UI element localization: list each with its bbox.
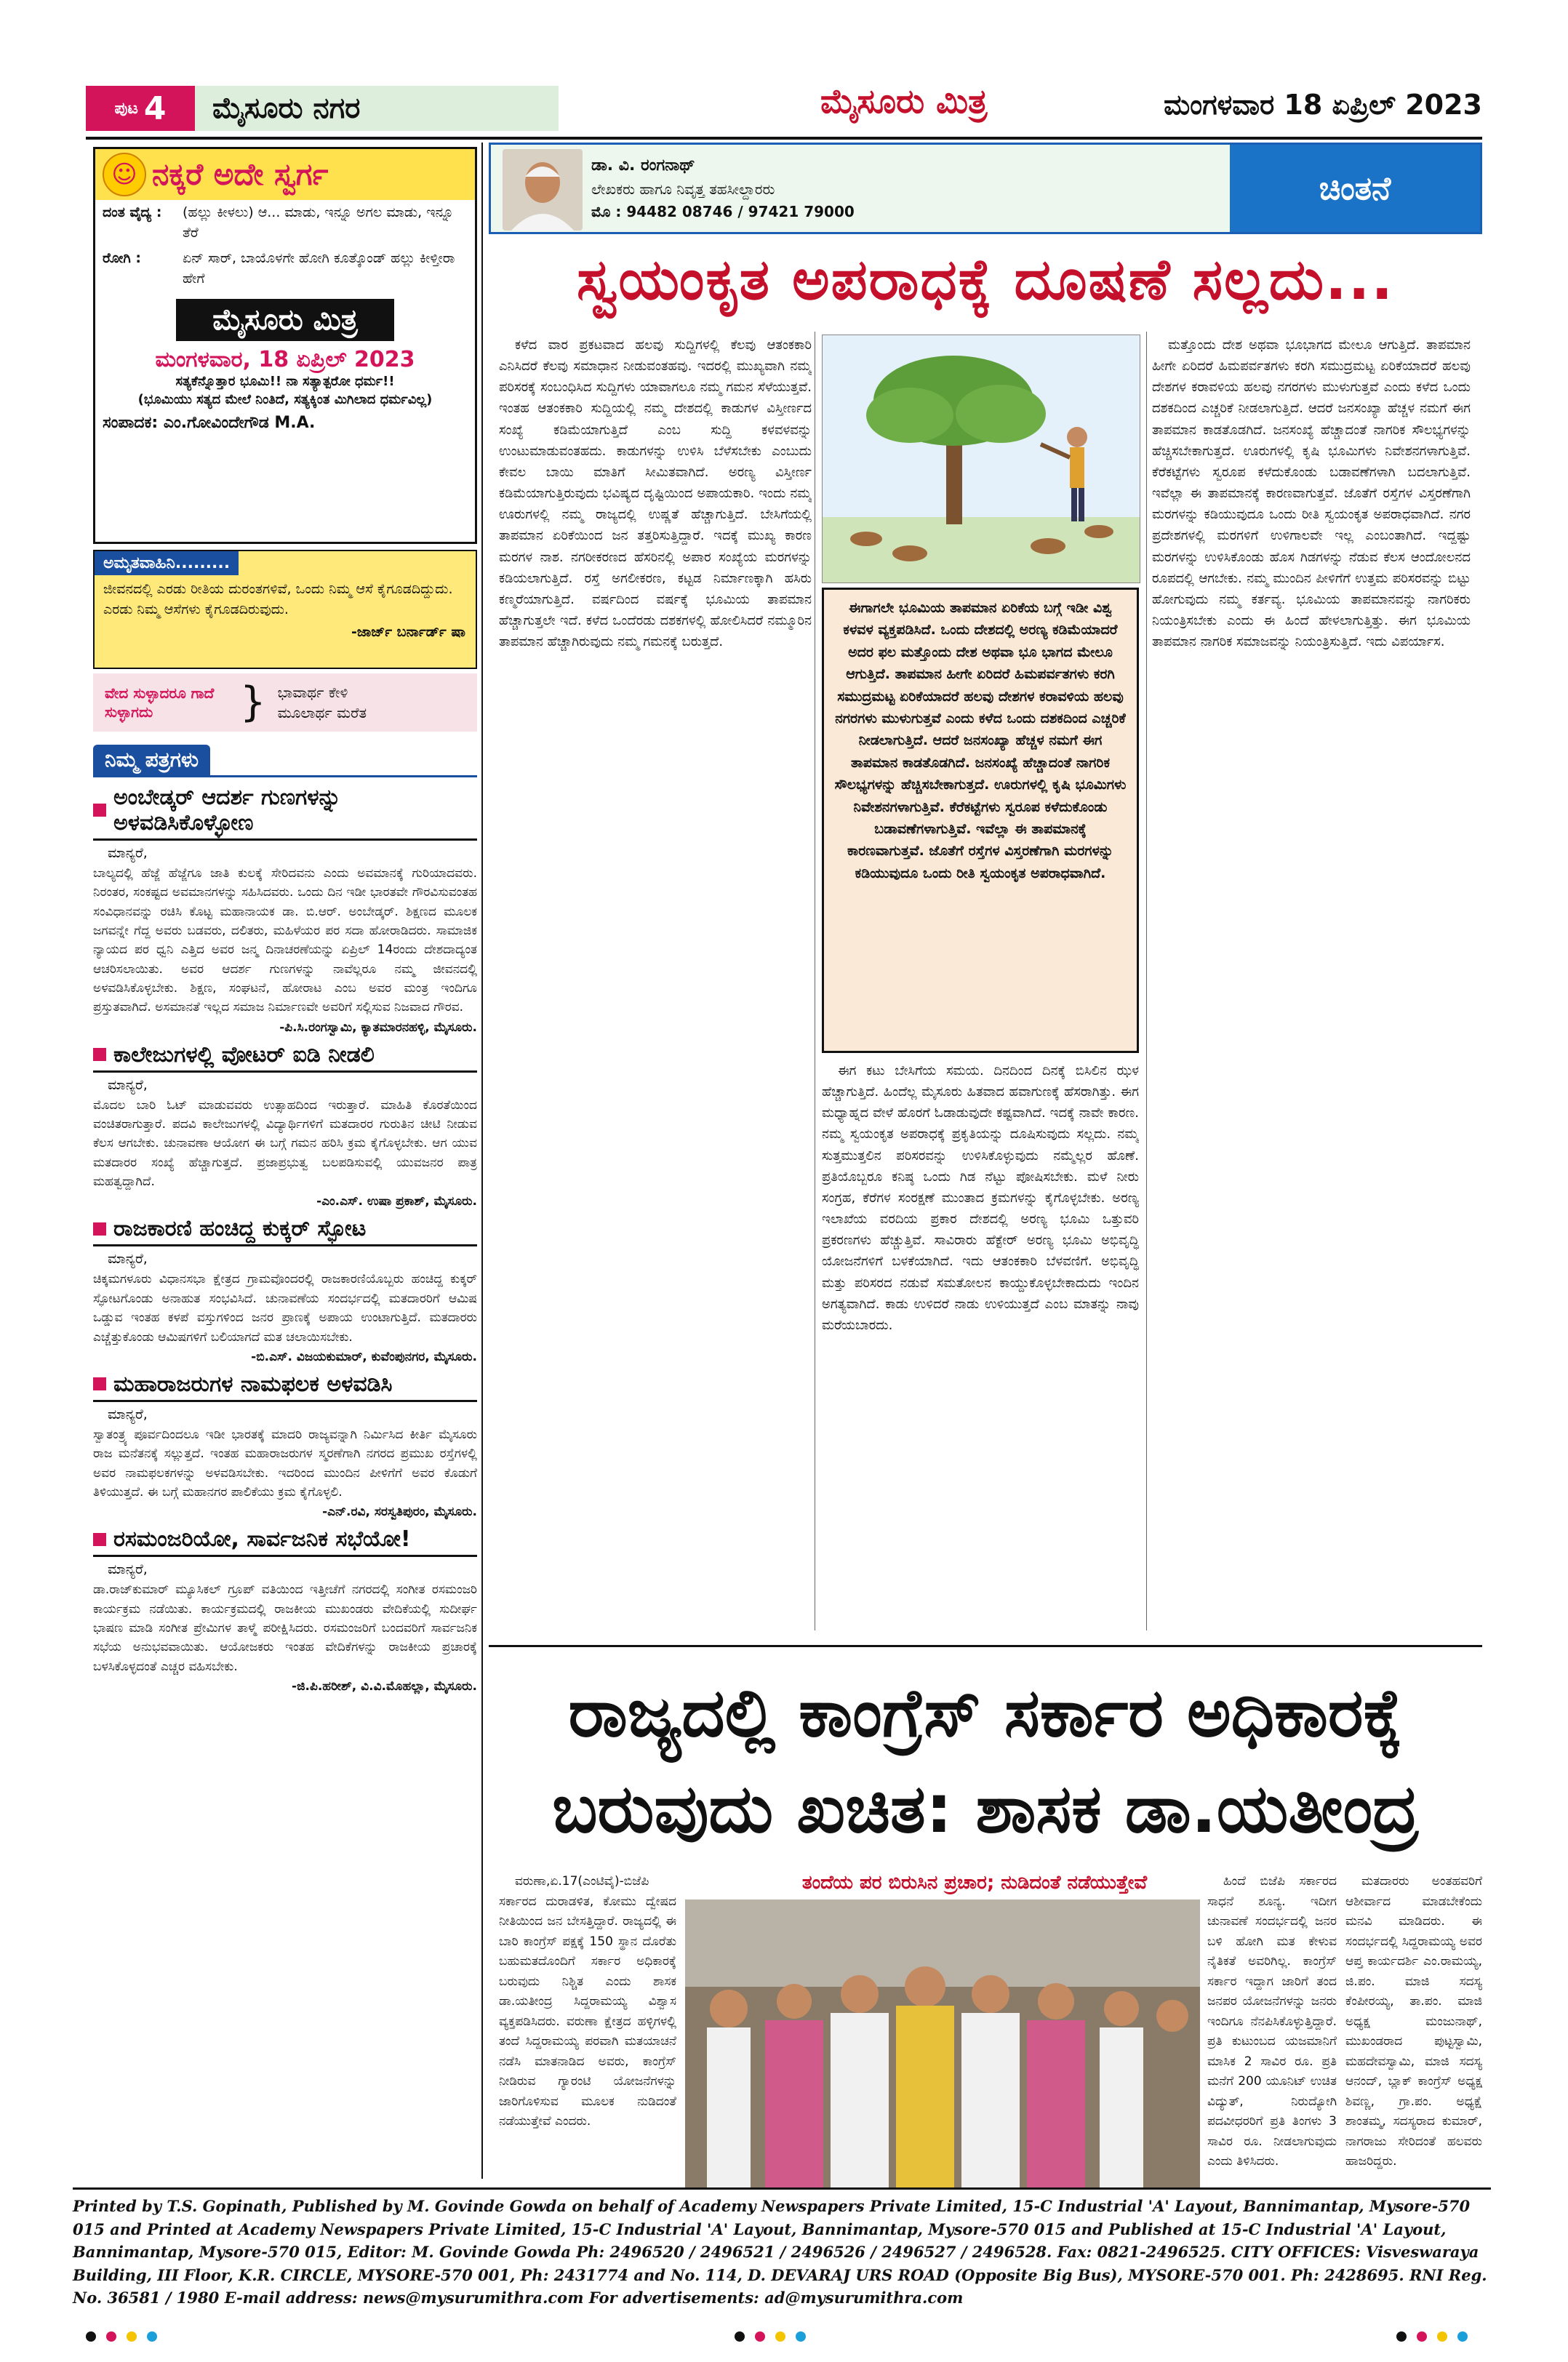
masthead: ಮೈಸೂರು ಮಿತ್ರ	[820, 81, 988, 121]
nakkare-title: ನಕ್ಕರೆ ಅದೇ ಸ್ವರ್ಗ	[152, 156, 329, 192]
brace-icon: }	[240, 678, 266, 726]
proverb-text: ವೇದ ಸುಳ್ಳಾದರೂ ಗಾದೆ ಸುಳ್ಳಾಗದು	[105, 684, 215, 721]
brand-logo: ಮೈಸೂರು ಮಿತ್ರ	[176, 299, 394, 341]
letter-salutation: ಮಾನ್ಯರೆ,	[108, 1561, 148, 1578]
joke-text: ಏನ್ ಸಾರ್, ಬಾಯೊಳಗೇ ಹೋಗಿ ಕೂತ್ಕೊಂಡ್ ಹಲ್ಲು ಕೀಳ್ತೀರಾ ಹೇಗೆ	[183, 250, 455, 287]
news-paragraph: ಹಿಂದೆ ಬಿಜೆಪಿ ಸರ್ಕಾರದ ಸಾಧನೆ ಶೂನ್ಯ. ಇದೀಗ ಚುನಾವಣೆ ಸಂದರ್ಭದಲ್ಲಿ ಜನರ ಬಳಿ ಹೋಗಿ ಮತ ಕೇಳುವ ನೈತಿಕತೆ ಅವರಿಗಿಲ್ಲ. ಕಾಂಗ್ರೆಸ್ ಸರ್ಕಾರ ಇದ್ದಾಗ ಜಾರಿಗೆ ತಂದ ಜನಪರ ಯೋಜನೆಗಳನ್ನು ಜನರು ಇಂದಿಗೂ ನೆನಪಿಸಿಕೊಳ್ಳುತ್ತಿದ್ದಾರೆ. ಪ್ರತಿ ಕುಟುಂಬದ ಯಜಮಾನಿಗೆ ಮಾಸಿಕ 2 ಸಾವಿರ ರೂ. ಪ್ರತಿ ಮನೆಗೆ 200 ಯೂನಿಟ್ ಉಚಿತ ವಿದ್ಯುತ್, ನಿರುದ್ಯೋಗಿ ಪದವೀಧರರಿಗೆ ಪ್ರತಿ ತಿಂಗಳು 3 ಸಾವಿರ ರೂ. ನೀಡಲಾಗುವುದು ಎಂದು ತಿಳಿಸಿದರು.	[1207, 1874, 1337, 2169]
joke-speaker: ರೋಗಿ :	[103, 250, 142, 267]
column-divider	[481, 143, 483, 2179]
letter-body: ಮೊದಲ ಬಾರಿ ಓಟ್ ಮಾಡುವವರು ಉತ್ಸಾಹದಿಂದ ಇರುತ್ತಾರೆ. ಮಾಹಿತಿ ಕೊರತೆಯಿಂದ ವಂಚಿತರಾಗುತ್ತಾರೆ. ಪದವಿ ಕಾಲೇಜುಗಳಲ್ಲಿ ವಿದ್ಯಾರ್ಥಿಗಳಿಗೆ ಮತದಾರರ ಗುರುತಿನ ಚೀಟಿ ನೀಡುವ ಕೆಲಸ ಆಗಬೇಕು. ಚುನಾವಣಾ ಆಯೋಗ ಈ ಬಗ್ಗೆ ಗಮನ ಹರಿಸಿ ಕ್ರಮ ಕೈಗೊಳ್ಳಬೇಕು. ಆಗ ಯುವ ಮತದಾರರ ಸಂಖ್ಯೆ ಹೆಚ್ಚಾಗುತ್ತದೆ. ಪ್ರಜಾಪ್ರಭುತ್ವ ಬಲಪಡಿಸುವಲ್ಲಿ ಯುವಜನರ ಪಾತ್ರ ಮಹತ್ವದ್ದಾಗಿದೆ.	[93, 1097, 477, 1190]
author-name: ಡಾ. ವಿ. ರಂಗನಾಥ್	[591, 156, 695, 175]
proverb-meaning	[278, 682, 367, 723]
bullet-square-icon	[93, 1377, 106, 1390]
news-paragraph: ವರುಣಾ,ಏ.17(ಎಂಟಿವೈ)-ಬಿಜೆಪಿ ಸರ್ಕಾರದ ದುರಾಡಳಿತ, ಕೋಮು ದ್ವೇಷದ ನೀತಿಯಿಂದ ಜನ ಬೇಸತ್ತಿದ್ದಾರೆ. ರಾಜ್ಯದಲ್ಲಿ ಈ ಬಾರಿ ಕಾಂಗ್ರೆಸ್ ಪಕ್ಷಕ್ಕೆ 150 ಸ್ಥಾನ ದೊರೆತು ಬಹುಮತದೊಂದಿಗೆ ಸರ್ಕಾರ ಅಧಿಕಾರಕ್ಕೆ ಬರುವುದು ನಿಶ್ಚಿತ ಎಂದು ಶಾಸಕ ಡಾ.ಯತೀಂದ್ರ ಸಿದ್ದರಾಮಯ್ಯ ವಿಶ್ವಾಸ ವ್ಯಕ್ತಪಡಿಸಿದರು. ವರುಣಾ ಕ್ಷೇತ್ರದ ಹಳ್ಳಿಗಳಲ್ಲಿ ತಂದೆ ಸಿದ್ದರಾಮಯ್ಯ ಪರವಾಗಿ ಮತಯಾಚನೆ ನಡೆಸಿ ಮಾತನಾಡಿದ ಅವರು, ಕಾಂಗ್ರೆಸ್ ನೀಡಿರುವ ಗ್ಯಾರಂಟಿ ಯೋಜನೆಗಳನ್ನು ಜಾರಿಗೊಳಿಸುವ ಮೂಲಕ ನುಡಿದಂತೆ ನಡೆಯುತ್ತೇವೆ ಎಂದರು.	[499, 1874, 676, 2129]
article-paragraph: ಕಳೆದ ವಾರ ಪ್ರಕಟವಾದ ಹಲವು ಸುದ್ದಿಗಳಲ್ಲಿ ಕೆಲವು ಆತಂಕಕಾರಿ ಎನಿಸಿದರೆ ಕೆಲವು ಸಮಾಧಾನ ನೀಡುವಂತಹವು. ಇದರಲ್ಲಿ ಮುಖ್ಯವಾಗಿ ನಮ್ಮ ಪರಿಸರಕ್ಕೆ ಸಂಬಂಧಿಸಿದ ಸುದ್ದಿಗಳು ಯಾವಾಗಲೂ ನಮ್ಮ ಗಮನ ಸೆಳೆಯುತ್ತವೆ. ಇಂತಹ ಆತಂಕಕಾರಿ ಸುದ್ದಿಯಲ್ಲಿ ನಮ್ಮ ದೇಶದಲ್ಲಿ ಕಾಡುಗಳ ವಿಸ್ತೀರ್ಣದ ಸಂಖ್ಯೆ ಕಡಿಮೆಯಾಗುತ್ತಿದೆ ಎಂಬ ಸುದ್ದಿ ಕಳವಳವನ್ನು ಉಂಟುಮಾಡುವಂತಹದು. ಕಾಡುಗಳನ್ನು ಉಳಿಸಿ ಬೆಳೆಸಬೇಕು ಎಂಬುದು ಕೇವಲ ಬಾಯಿ ಮಾತಿಗೆ ಸೀಮಿತವಾಗಿದೆ. ಅರಣ್ಯ ವಿಸ್ತೀರ್ಣ ಕಡಿಮೆಯಾಗುತ್ತಿರುವುದು ಭವಿಷ್ಯದ ದೃಷ್ಟಿಯಿಂದ ಅಪಾಯಕಾರಿ. ಇಂದು ನಮ್ಮ ಊರುಗಳಲ್ಲಿ ನಮ್ಮ ರಾಜ್ಯದಲ್ಲಿ ಉಷ್ಣತೆ ಹೆಚ್ಚಾಗುತ್ತಿದೆ. ಬೇಸಿಗೆಯಲ್ಲಿ ತಾಪಮಾನ ಏರಿಕೆಯಿಂದ ಜನ ತತ್ತರಿಸುತ್ತಿದ್ದಾರೆ. ಇದಕ್ಕೆ ಮುಖ್ಯ ಕಾರಣ ಮರಗಳ ನಾಶ. ನಗರೀಕರಣದ ಹೆಸರಿನಲ್ಲಿ ಅಪಾರ ಸಂಖ್ಯೆಯ ಮರಗಳನ್ನು ಕಡಿಯಲಾಗುತ್ತಿದೆ. ರಸ್ತೆ ಅಗಲೀಕರಣ, ಕಟ್ಟಡ ನಿರ್ಮಾಣಕ್ಕಾಗಿ ಹಸಿರು ಕಣ್ಮರೆಯಾಗುತ್ತಿದೆ. ವರ್ಷದಿಂದ ವರ್ಷಕ್ಕೆ ಭೂಮಿಯ ತಾಪಮಾನ ಹೆಚ್ಚಾಗುತ್ತಲೇ ಇದೆ. ಕಳೆದ ಒಂದೆರಡು ದಶಕಗಳಲ್ಲಿ ಹೋಲಿಸಿದರೆ ನಮ್ಮೂರಿನ ತಾಪಮಾನ ಹೆಚ್ಚಾಗಿರುವುದು ನಮ್ಮ ಗಮನಕ್ಕೆ ಬರುತ್ತದೆ.	[499, 337, 812, 650]
column-tag: ಚಿಂತನೆ	[1230, 145, 1480, 232]
brand-date: ಮಂಗಳವಾರ, 18 ಏಪ್ರಿಲ್ 2023	[155, 347, 415, 373]
editor-line: ಸಂಪಾದಕ: ಎಂ.ಗೋವಿಂದೇಗೌಡ M.A.	[103, 413, 316, 432]
registration-dots	[1396, 2331, 1468, 2342]
proverb-meaning-line: ಭಾವಾರ್ಥ ಕೇಳಿ	[277, 684, 348, 701]
bullet-square-icon	[93, 804, 106, 817]
article-headline: ಸ್ವಯಂಕೃತ ಅಪರಾಧಕ್ಕೆ ದೂಷಣೆ ಸಲ್ಲದು...	[576, 247, 1395, 313]
column-header	[489, 143, 1482, 234]
letter-title-bar	[93, 1216, 477, 1246]
letter-signature: -ಪಿ.ಸಿ.ರಂಗಸ್ವಾಮಿ, ಕ್ಯಾತಮಾರನಹಳ್ಳಿ, ಮೈಸೂರು.	[279, 1020, 477, 1035]
quote-box	[93, 550, 477, 669]
letter-title-bar	[93, 785, 477, 841]
news-column	[1207, 1872, 1337, 2185]
quote-text: ಜೀವನದಲ್ಲಿ ಎರಡು ರೀತಿಯ ದುರಂತಗಳಿವೆ, ಒಂದು ನಿಮ್ಮ ಆಸೆ ಕೈಗೂಡದಿದ್ದುದು. ಎರಡು ನಿಮ್ಮ ಆಸೆಗಳು ಕೈಗೂಡದಿರುವುದು.	[103, 581, 453, 617]
letter-signature: -ಎಂ.ಎಸ್. ಉಷಾ ಪ್ರಕಾಶ್, ಮೈಸೂರು.	[316, 1194, 477, 1209]
nakkare-box	[93, 147, 477, 544]
letters-section	[93, 745, 477, 2324]
issue-date: ಮಂಗಳವಾರ 18 ಏಪ್ರಿಲ್ 2023	[1164, 89, 1482, 121]
registration-dot	[1417, 2331, 1427, 2342]
letter-item	[93, 785, 477, 1035]
registration-dot	[775, 2331, 785, 2342]
registration-dot	[127, 2331, 137, 2342]
letter-title-bar	[93, 1042, 477, 1073]
article-column	[1152, 335, 1471, 1629]
laughing-face-icon: ☺	[103, 153, 146, 196]
letter-signature: -ಬಿ.ಎಸ್. ವಿಜಯಕುಮಾರ್, ಕುವೆಂಪುನಗರ, ಮೈಸೂರು.	[251, 1349, 477, 1364]
joke-line	[95, 246, 475, 292]
registration-dot	[755, 2331, 765, 2342]
section-title: ಮೈಸೂರು ನಗರ	[195, 86, 559, 131]
column-divider	[1146, 332, 1147, 1630]
letter-item	[93, 1372, 477, 1519]
registration-dot	[106, 2331, 116, 2342]
letter-body: ಬಾಲ್ಯದಲ್ಲಿ ಹೆಜ್ಜೆ ಹೆಜ್ಜೆಗೂ ಜಾತಿ ಕುಲಕ್ಕೆ ಸೇರಿದವನು ಎಂದು ಅವಮಾನಕ್ಕೆ ಗುರಿಯಾದವರು. ನಿರಂತರ, ಸಂಕಷ್ಟದ ಅವಮಾನಗಳನ್ನು ಸಹಿಸಿದವರು. ಒಂದು ದಿನ ಇಡೀ ಭಾರತವೇ ಗೌರವಿಸುವಂತಹ ಸಂವಿಧಾನವನ್ನು ರಚಿಸಿ ಕೊಟ್ಟ ಮಹಾನಾಯಕ ಡಾ. ಬಿ.ಆರ್. ಅಂಬೇಡ್ಕರ್. ಶಿಕ್ಷಣದ ಮೂಲಕ ಜಗವನ್ನೇ ಗೆದ್ದ ಅವರು ಬಡವರು, ದಲಿತರು, ಮಹಿಳೆಯರ ಪರ ಸದಾ ಹೋರಾಡಿದರು. ಸಾಮಾಜಿಕ ನ್ಯಾಯದ ಪರ ಧ್ವನಿ ಎತ್ತಿದ ಅವರ ಜನ್ಮ ದಿನಾಚರಣೆಯನ್ನು ಏಪ್ರಿಲ್ 14ರಂದು ದೇಶದಾದ್ಯಂತ ಆಚರಿಸಲಾಯಿತು. ಅವರ ಆದರ್ಶ ಗುಣಗಳನ್ನು ನಾವೆಲ್ಲರೂ ನಮ್ಮ ಜೀವನದಲ್ಲಿ ಅಳವಡಿಸಿಕೊಳ್ಳಬೇಕು. ಶಿಕ್ಷಣ, ಸಂಘಟನೆ, ಹೋರಾಟ ಎಂಬ ಅವರ ಮಂತ್ರ ಇಂದಿಗೂ ಪ್ರಸ್ತುತವಾಗಿದೆ. ಅಸಮಾನತೆ ಇಲ್ಲದ ಸಮಾಜ ನಿರ್ಮಾಣವೇ ಅವರಿಗೆ ಸಲ್ಲಿಸುವ ನಿಜವಾದ ಗೌರವ.	[93, 866, 477, 1015]
news-column	[499, 1872, 676, 2185]
letters-rule	[93, 775, 477, 777]
joke-speaker: ದಂತ ವೈದ್ಯ :	[103, 204, 162, 220]
joke-text: (ಹಲ್ಲು ಕೀಳಲು) ಆ... ಮಾಡು, ಇನ್ನೂ ಅಗಲ ಮಾಡು, ಇನ್ನೂ ತೆರೆ	[183, 204, 454, 241]
page-label: ಪುಟ	[114, 99, 138, 118]
registration-dot	[147, 2331, 157, 2342]
page-number-box	[86, 86, 195, 131]
page-number: 4	[143, 89, 167, 127]
news-column	[1345, 1872, 1482, 2185]
quote-author: -ಜಾರ್ಜ್ ಬರ್ನಾರ್ಡ್ ಷಾ	[351, 624, 465, 641]
bullet-square-icon	[93, 1533, 106, 1546]
registration-dot	[86, 2331, 96, 2342]
letter-title: ರಸಮಂಜರಿಯೋ, ಸಾರ್ವಜನಿಕ ಸಭೆಯೋ!	[113, 1526, 411, 1553]
article-paragraph: ಈಗ ಕಟು ಬೇಸಿಗೆಯ ಸಮಯ. ದಿನದಿಂದ ದಿನಕ್ಕೆ ಬಿಸಿಲಿನ ಝಳ ಹೆಚ್ಚಾಗುತ್ತಿದೆ. ಹಿಂದೆಲ್ಲ ಮೈಸೂರು ಹಿತವಾದ ಹವಾಗುಣಕ್ಕೆ ಹೆಸರಾಗಿತ್ತು. ಈಗ ಮಧ್ಯಾಹ್ನದ ವೇಳೆ ಹೊರಗೆ ಓಡಾಡುವುದೇ ಕಷ್ಟವಾಗಿದೆ. ಇದಕ್ಕೆ ನಾವೇ ಕಾರಣ. ನಮ್ಮ ಸ್ವಯಂಕೃತ ಅಪರಾಧಕ್ಕೆ ಪ್ರಕೃತಿಯನ್ನು ದೂಷಿಸುವುದು ಸಲ್ಲದು. ನಮ್ಮ ಸುತ್ತಮುತ್ತಲಿನ ಪರಿಸರವನ್ನು ಉಳಿಸಿಕೊಳ್ಳುವುದು ನಮ್ಮೆಲ್ಲರ ಹೊಣೆ. ಪ್ರತಿಯೊಬ್ಬರೂ ಕನಿಷ್ಠ ಒಂದು ಗಿಡ ನೆಟ್ಟು ಪೋಷಿಸಬೇಕು. ಮಳೆ ನೀರು ಸಂಗ್ರಹ, ಕೆರೆಗಳ ಸಂರಕ್ಷಣೆ ಮುಂತಾದ ಕ್ರಮಗಳನ್ನು ಕೈಗೊಳ್ಳಬೇಕು. ಅರಣ್ಯ ಇಲಾಖೆಯ ವರದಿಯ ಪ್ರಕಾರ ದೇಶದಲ್ಲಿ ಅರಣ್ಯ ಭೂಮಿ ಒತ್ತುವರಿ ಪ್ರಕರಣಗಳು ಹೆಚ್ಚುತ್ತಿವೆ. ಸಾವಿರಾರು ಹೆಕ್ಟೇರ್ ಅರಣ್ಯ ಭೂಮಿ ಅಭಿವೃದ್ಧಿ ಯೋಜನೆಗಳಿಗೆ ಬಳಕೆಯಾಗಿದೆ. ಇದು ಆತಂಕಕಾರಿ ಬೆಳವಣಿಗೆ. ಅಭಿವೃದ್ಧಿ ಮತ್ತು ಪರಿಸರದ ನಡುವೆ ಸಮತೋಲನ ಕಾಯ್ದುಕೊಳ್ಳಬೇಕಾದುದು ಇಂದಿನ ಅಗತ್ಯವಾಗಿದೆ. ಕಾಡು ಉಳಿದರೆ ನಾಡು ಉಳಿಯುತ್ತದೆ ಎಂಬ ಮಾತನ್ನು ನಾವು ಮರೆಯಬಾರದು.	[822, 1063, 1139, 1333]
letter-body: ಚಿಕ್ಕಮಗಳೂರು ವಿಧಾನಸಭಾ ಕ್ಷೇತ್ರದ ಗ್ರಾಮವೊಂದರಲ್ಲಿ ರಾಜಕಾರಣಿಯೊಬ್ಬರು ಹಂಚಿದ್ದ ಕುಕ್ಕರ್ ಸ್ಫೋಟಗೊಂಡು ಅನಾಹುತ ಸಂಭವಿಸಿದೆ. ಚುನಾವಣೆಯ ಸಂದರ್ಭದಲ್ಲಿ ಮತದಾರರಿಗೆ ಆಮಿಷ ಒಡ್ಡುವ ಇಂತಹ ಕಳಪೆ ವಸ್ತುಗಳಿಂದ ಜನರ ಪ್ರಾಣಕ್ಕೆ ಅಪಾಯ ಉಂಟಾಗುತ್ತಿದೆ. ಮತದಾರರು ಎಚ್ಚೆತ್ತುಕೊಂಡು ಆಮಿಷಗಳಿಗೆ ಬಲಿಯಾಗದೆ ಮತ ಚಲಾಯಿಸಬೇಕು.	[93, 1272, 477, 1345]
pull-quote: ಈಗಾಗಲೇ ಭೂಮಿಯ ತಾಪಮಾನ ಏರಿಕೆಯ ಬಗ್ಗೆ ಇಡೀ ವಿಶ್ವ ಕಳವಳ ವ್ಯಕ್ತಪಡಿಸಿದೆ. ಒಂದು ದೇಶದಲ್ಲಿ ಅರಣ್ಯ ಕಡಿಮೆಯಾದರೆ ಅದರ ಫಲ ಮತ್ತೊಂದು ದೇಶ ಅಥವಾ ಭೂ ಭಾಗದ ಮೇಲೂ ಆಗುತ್ತಿದೆ. ತಾಪಮಾನ ಹೀಗೇ ಏರಿದರೆ ಹಿಮಪರ್ವತಗಳು ಕರಗಿ ಸಮುದ್ರಮಟ್ಟ ಏರಿಕೆಯಾದರೆ ಹಲವು ದೇಶಗಳ ಕರಾವಳಿಯ ಹಲವು ನಗರಗಳು ಮುಳುಗುತ್ತವೆ ಎಂದು ಕಳೆದ ಒಂದು ದಶಕದಿಂದ ಎಚ್ಚರಿಕೆ ನೀಡಲಾಗುತ್ತಿದೆ. ಆದರೆ ಜನಸಂಖ್ಯಾ ಹೆಚ್ಚಳ ನಮಗೆ ಈಗ ತಾಪಮಾನ ಕಾಡತೊಡಗಿದೆ. ಜನಸಂಖ್ಯೆ ಹೆಚ್ಚಾದಂತೆ ನಾಗರಿಕ ಸೌಲಭ್ಯಗಳನ್ನು ಹೆಚ್ಚಿಸಬೇಕಾಗುತ್ತದೆ. ಊರುಗಳಲ್ಲಿ ಕೃಷಿ ಭೂಮಿಗಳು ನಿವೇಶನಗಳಾಗುತ್ತಿವೆ. ಕೆರೆಕಟ್ಟೆಗಳು ಸ್ವರೂಪ ಕಳೆದುಕೊಂಡು ಬಡಾವಣೆಗಳಾಗುತ್ತಿವೆ. ಇವೆಲ್ಲಾ ಈ ತಾಪಮಾನಕ್ಕೆ ಕಾರಣವಾಗುತ್ತವೆ. ಜೊತೆಗೆ ರಸ್ತೆಗಳ ವಿಸ್ತರಣೆಗಾಗಿ ಮರಗಳನ್ನು ಕಡಿಯುವುದೂ ಒಂದು ರೀತಿ ಸ್ವಯಂಕೃತ ಅಪರಾಧವಾಗಿದೆ.	[822, 588, 1139, 1053]
bullet-square-icon	[93, 1048, 106, 1061]
letter-title: ಮಹಾರಾಜರುಗಳ ನಾಮಫಲಕ ಅಳವಡಿಸಿ	[113, 1371, 393, 1397]
author-role: ಲೇಖಕರು ಹಾಗೂ ನಿವೃತ್ತ ತಹಸೀಲ್ದಾರರು	[591, 180, 775, 199]
nakkare-title-bar	[95, 149, 475, 200]
letter-salutation: ಮಾನ್ಯರೆ,	[108, 1406, 148, 1422]
letter-salutation: ಮಾನ್ಯರೆ,	[108, 1251, 148, 1268]
article-column	[822, 1060, 1139, 1629]
letter-signature: -ಎನ್.ರವಿ, ಸರಸ್ವತಿಪುರಂ, ಮೈಸೂರು.	[322, 1505, 477, 1520]
letter-title: ಅಂಬೇಡ್ಕರ್ ಆದರ್ಶ ಗುಣಗಳನ್ನು ಅಳವಡಿಸಿಕೊಳ್ಳೋಣ	[113, 785, 341, 836]
page-header	[86, 81, 1482, 135]
news-headline: ರಾಜ್ಯದಲ್ಲಿ ಕಾಂಗ್ರೆಸ್ ಸರ್ಕಾರ ಅಧಿಕಾರಕ್ಕೆ ಬರುವುದು ಖಚಿತ: ಶಾಸಕ ಡಾ.ಯತೀಂದ್ರ	[552, 1674, 1419, 1848]
news-paragraph: ಮತದಾರರು ಅಂತಹವರಿಗೆ ಆಶೀರ್ವಾದ ಮಾಡಬೇಕೆಂದು ಮನವಿ ಮಾಡಿದರು. ಈ ಸಂದರ್ಭದಲ್ಲಿ ಸಿದ್ದರಾಮಯ್ಯ ಅವರ ಆಪ್ತ ಕಾರ್ಯದರ್ಶಿ ಎಂ.ರಾಮಯ್ಯ, ಜಿ.ಪಂ. ಮಾಜಿ ಸದಸ್ಯ ಕೆಂಪೀರಯ್ಯ, ತಾ.ಪಂ. ಮಾಜಿ ಅಧ್ಯಕ್ಷ ಮಂಜುನಾಥ್, ಮುಖಂಡರಾದ ಪುಟ್ಟಸ್ವಾಮಿ, ಮಹದೇವಸ್ವಾಮಿ, ಮಾಜಿ ಸದಸ್ಯ ಆನಂದ್, ಬ್ಲಾಕ್ ಕಾಂಗ್ರೆಸ್ ಅಧ್ಯಕ್ಷ ಶಿವಣ್ಣ, ಗ್ರಾ.ಪಂ. ಅಧ್ಯಕ್ಷೆ ಶಾಂತಮ್ಮ, ಸದಸ್ಯರಾದ ಕುಮಾರ್, ನಾಗರಾಜು ಸೇರಿದಂತೆ ಹಲವರು ಹಾಜರಿದ್ದರು.	[1345, 1874, 1482, 2169]
letter-title: ರಾಜಕಾರಣಿ ಹಂಚಿದ್ದ ಕುಕ್ಕರ್ ಸ್ಫೋಟ	[113, 1216, 367, 1242]
letter-title-bar	[93, 1372, 477, 1402]
letter-title-bar	[93, 1526, 477, 1557]
letter-item	[93, 1216, 477, 1364]
letter-body: ಸ್ವಾತಂತ್ರ್ಯ ಪೂರ್ವದಿಂದಲೂ ಇಡೀ ಭಾರತಕ್ಕೆ ಮಾದರಿ ರಾಜ್ಯವನ್ನಾಗಿ ನಿರ್ಮಿಸಿದ ಕೀರ್ತಿ ಮೈಸೂರು ರಾಜ ಮನೆತನಕ್ಕೆ ಸಲ್ಲುತ್ತದೆ. ಇಂತಹ ಮಹಾರಾಜರುಗಳ ಸ್ಮರಣೆಗಾಗಿ ನಗರದ ಪ್ರಮುಖ ರಸ್ತೆಗಳಲ್ಲಿ ಅವರ ನಾಮಫಲಕಗಳನ್ನು ಅಳವಡಿಸಬೇಕು. ಇದರಿಂದ ಮುಂದಿನ ಪೀಳಿಗೆಗೆ ಅವರ ಕೊಡುಗೆ ತಿಳಿಯುತ್ತದೆ. ಈ ಬಗ್ಗೆ ಮಹಾನಗರ ಪಾಲಿಕೆಯು ಕ್ರಮ ಕೈಗೊಳ್ಳಲಿ.	[93, 1427, 477, 1500]
registration-dot	[796, 2331, 806, 2342]
registration-dots	[735, 2331, 806, 2342]
registration-dot	[735, 2331, 745, 2342]
tree-cutting-illustration	[822, 335, 1140, 583]
registration-dot	[1457, 2331, 1468, 2342]
footer-rule	[73, 2187, 1491, 2190]
joke-line	[95, 200, 475, 246]
campaign-photo	[685, 1899, 1200, 2187]
news-subheadline: ತಂದೆಯ ಪರ ಬಿರುಸಿನ ಪ್ರಚಾರ; ನುಡಿದಂತೆ ನಡೆಯುತ್ತೇವೆ	[801, 1872, 1148, 1894]
motto-translation: (ಭೂಮಿಯು ಸತ್ಯದ ಮೇಲೆ ನಿಂತಿದೆ, ಸತ್ಯಕ್ಕಿಂತ ಮಿಗಿಲಾದ ಧರ್ಮವಿಲ್ಲ)	[137, 392, 433, 408]
author-block	[591, 153, 855, 223]
letter-signature: -ಜಿ.ಪಿ.ಹರೀಶ್, ವಿ.ವಿ.ಮೊಹಲ್ಲಾ, ಮೈಸೂರು.	[292, 1678, 477, 1694]
proverb-meaning-line: ಮೂಲಾರ್ಥ ಮರೆತ	[277, 704, 367, 721]
imprint-footer: Printed by T.S. Gopinath, Published by M. Govinde Gowda on behalf of Academy Newspapers Private Limited, 15-C Industrial 'A' Layout, Bannimantap, Mysore-570 015 and Printed at Academy Newspapers Private Limited, 15-C Industrial 'A' Layout, Bannimantap, Mysore-570 015 and Published at 15-C Industrial 'A' Layout, Bannimantap, Mysore-570 015, Editor: M. Govinde Gowda Ph: 2496520 / 2496521 / 2496526 / 2496527 / 2496528. Fax: 0821-2496525. CITY OFFICES: Visveswaraya Building, III Floor, K.R. CIRCLE, MYSORE-570 001, Ph: 2431774 and No. 114, D. DEVARAJ URS ROAD (Opposite Big Bus), MYSORE-570 001. Ph: 2428695. RNI Reg. No. 36581 / 1980 E-mail address: news@mysurumithra.com For advertisements: ad@mysurumithra.com	[73, 2197, 1487, 2307]
bullet-square-icon	[93, 1222, 106, 1236]
registration-dot	[1437, 2331, 1447, 2342]
registration-dot	[1396, 2331, 1407, 2342]
quote-box-title: ಅಮೃತವಾಹಿನಿ.........	[95, 551, 239, 575]
letter-item	[93, 1526, 477, 1694]
left-column	[86, 143, 477, 2182]
header-rule	[86, 137, 1482, 140]
letters-tab: ನಿಮ್ಮ ಪತ್ರಗಳು	[93, 745, 210, 775]
letter-salutation: ಮಾನ್ಯರೆ,	[108, 1076, 148, 1093]
article-paragraph: ಮತ್ತೊಂದು ದೇಶ ಅಥವಾ ಭೂಭಾಗದ ಮೇಲೂ ಆಗುತ್ತಿದೆ. ತಾಪಮಾನ ಹೀಗೇ ಏರಿದರೆ ಹಿಮಪರ್ವತಗಳು ಕರಗಿ ಸಮುದ್ರಮಟ್ಟ ಏರಿಕೆಯಾದರೆ ಹಲವು ದೇಶಗಳ ಕರಾವಳಿಯ ಹಲವು ನಗರಗಳು ಮುಳುಗುತ್ತವೆ ಎಂದು ಕಳೆದ ಒಂದು ದಶಕದಿಂದ ಎಚ್ಚರಿಕೆ ನೀಡಲಾಗುತ್ತಿದೆ. ಆದರೆ ಜನಸಂಖ್ಯಾ ಹೆಚ್ಚಳ ನಮಗೆ ಈಗ ತಾಪಮಾನ ಕಾಡತೊಡಗಿದೆ. ಜನಸಂಖ್ಯೆ ಹೆಚ್ಚಾದಂತೆ ನಾಗರಿಕ ಸೌಲಭ್ಯಗಳನ್ನು ಹೆಚ್ಚಿಸಬೇಕಾಗುತ್ತದೆ. ಊರುಗಳಲ್ಲಿ ಕೃಷಿ ಭೂಮಿಗಳು ನಿವೇಶನಗಳಾಗುತ್ತಿವೆ. ಕೆರೆಕಟ್ಟೆಗಳು ಸ್ವರೂಪ ಕಳೆದುಕೊಂಡು ಬಡಾವಣೆಗಳಾಗಿ ಬದಲಾಗುತ್ತಿವೆ. ಇವೆಲ್ಲಾ ಈ ತಾಪಮಾನಕ್ಕೆ ಕಾರಣವಾಗುತ್ತವೆ. ಜೊತೆಗೆ ರಸ್ತೆಗಳ ವಿಸ್ತರಣೆಗಾಗಿ ಮರಗಳನ್ನು ಕಡಿಯುವುದೂ ಒಂದು ರೀತಿ ಸ್ವಯಂಕೃತ ಅಪರಾಧವಾಗಿದೆ. ನಗರ ಪ್ರದೇಶಗಳಲ್ಲಿ ಮರಗಳಿಗೆ ಉಳಿಗಾಲವೇ ಇಲ್ಲ ಎಂಬಂತಾಗಿದೆ. ಇದ್ದಷ್ಟು ಮರಗಳನ್ನು ಉಳಿಸಿಕೊಂಡು ಹೊಸ ಗಿಡಗಳನ್ನು ನೆಡುವ ಕೆಲಸ ಆಂದೋಲನದ ರೂಪದಲ್ಲಿ ಆಗಬೇಕು. ನಮ್ಮ ಮುಂದಿನ ಪೀಳಿಗೆಗೆ ಉತ್ತಮ ಪರಿಸರವನ್ನು ಬಿಟ್ಟು ಹೋಗುವುದು ನಮ್ಮ ಕರ್ತವ್ಯ. ಭೂಮಿಯ ತಾಪಮಾನವನ್ನು ನಾಗರಿಕರು ನಿಯಂತ್ರಿಸಬೇಕು ಎಂದು ಈ ಹಿಂದೆ ಹೇಳಲಾಗುತ್ತಿತ್ತು. ಈಗ ಭೂಮಿಯ ತಾಪಮಾನ ನಾಗರಿಕ ಸಮಾಜವನ್ನು ನಿಯಂತ್ರಿಸುತ್ತಿದೆ. ಇದು ವಿಪರ್ಯಾಸ.	[1152, 337, 1471, 650]
letter-salutation: ಮಾನ್ಯರೆ,	[108, 845, 148, 861]
letter-item	[93, 1042, 477, 1209]
author-photo	[503, 149, 583, 231]
author-phone: ಮೊ : 94482 08746 / 97421 79000	[591, 203, 855, 221]
proverb-box	[93, 673, 477, 732]
article-column	[499, 335, 812, 1629]
motto-line: ಸತ್ಯಕೆನ್ನೊತ್ತಾರ ಭೂಮಿ!! ನಾ ಸತ್ಯಾತ್ಪರೋ ಧರ್ಮ!!	[175, 374, 395, 390]
letter-body: ಡಾ.ರಾಜ್‌ಕುಮಾರ್ ಮ್ಯೂಸಿಕಲ್ ಗ್ರೂಪ್ ವತಿಯಿಂದ ಇತ್ತೀಚೆಗೆ ನಗರದಲ್ಲಿ ಸಂಗೀತ ರಸಮಂಜರಿ ಕಾರ್ಯಕ್ರಮ ನಡೆಯಿತು. ಕಾರ್ಯಕ್ರಮದಲ್ಲಿ ರಾಜಕೀಯ ಮುಖಂಡರು ವೇದಿಕೆಯಲ್ಲಿ ಸುದೀರ್ಘ ಭಾಷಣ ಮಾಡಿ ಸಂಗೀತ ಪ್ರೇಮಿಗಳ ತಾಳ್ಮೆ ಪರೀಕ್ಷಿಸಿದರು. ರಸಮಂಜರಿಗೆ ಬಂದವರಿಗೆ ಸಾರ್ವಜನಿಕ ಸಭೆಯ ಅನುಭವವಾಯಿತು. ಆಯೋಜಕರು ಇಂತಹ ವೇದಿಕೆಗಳನ್ನು ರಾಜಕೀಯ ಪ್ರಚಾರಕ್ಕೆ ಬಳಸಿಕೊಳ್ಳದಂತೆ ಎಚ್ಚರ ವಹಿಸಬೇಕು.	[93, 1582, 477, 1674]
registration-dots	[86, 2331, 157, 2342]
letter-title: ಕಾಲೇಜುಗಳಲ್ಲಿ ವೋಟರ್ ಐಡಿ ನೀಡಲಿ	[113, 1041, 375, 1068]
section-rule	[489, 1645, 1482, 1647]
